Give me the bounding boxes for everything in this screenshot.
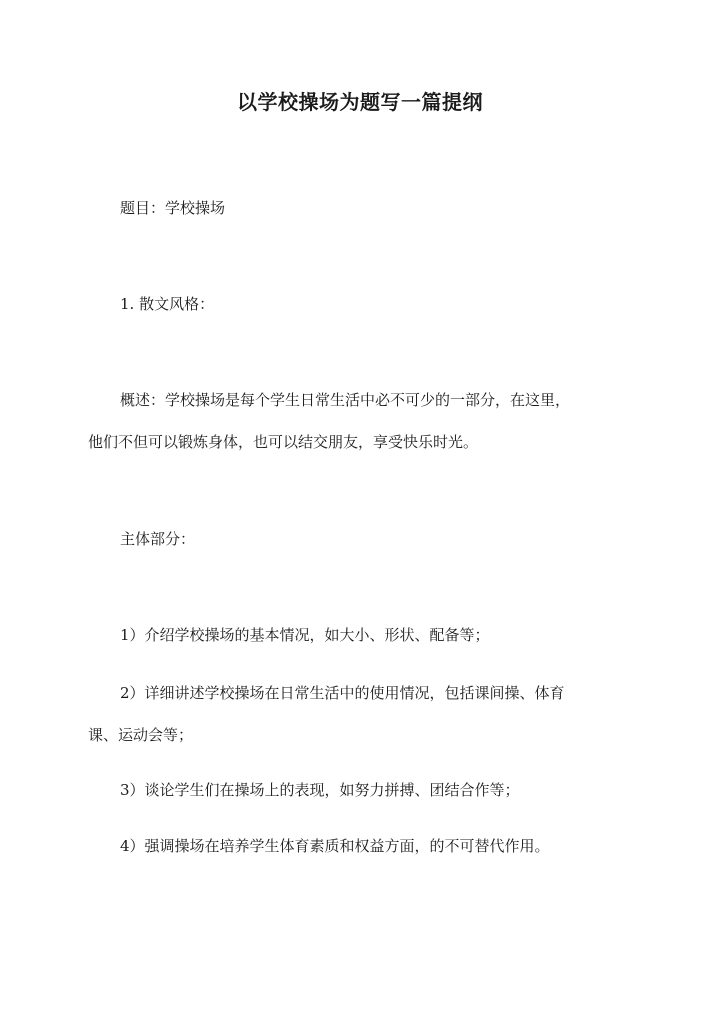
topic-line: 题目：学校操场 bbox=[120, 199, 226, 217]
outline-item-4: 4）强调操场在培养学生体育素质和权益方面，的不可替代作用。 bbox=[120, 837, 550, 855]
style-line: 1. 散文风格： bbox=[120, 295, 215, 313]
body-heading: 主体部分： bbox=[120, 530, 196, 548]
outline-item-2-line-2: 课、运动会等； bbox=[88, 726, 194, 744]
overview-line-2: 他们不但可以锻炼身体，也可以结交朋友，享受快乐时光。 bbox=[88, 433, 479, 451]
document-title: 以学校操场为题写一篇提纲 bbox=[237, 90, 483, 114]
outline-item-2-line-1: 2）详细讲述学校操场在日常生活中的使用情况，包括课间操、体育 bbox=[120, 684, 565, 702]
outline-item-3: 3）谈论学生们在操场上的表现，如努力拼搏、团结合作等； bbox=[120, 781, 520, 799]
outline-item-1: 1）介绍学校操场的基本情况，如大小、形状、配备等； bbox=[120, 626, 490, 644]
overview-line-1: 概述：学校操场是每个学生日常生活中必不可少的一部分，在这里， bbox=[120, 391, 571, 409]
